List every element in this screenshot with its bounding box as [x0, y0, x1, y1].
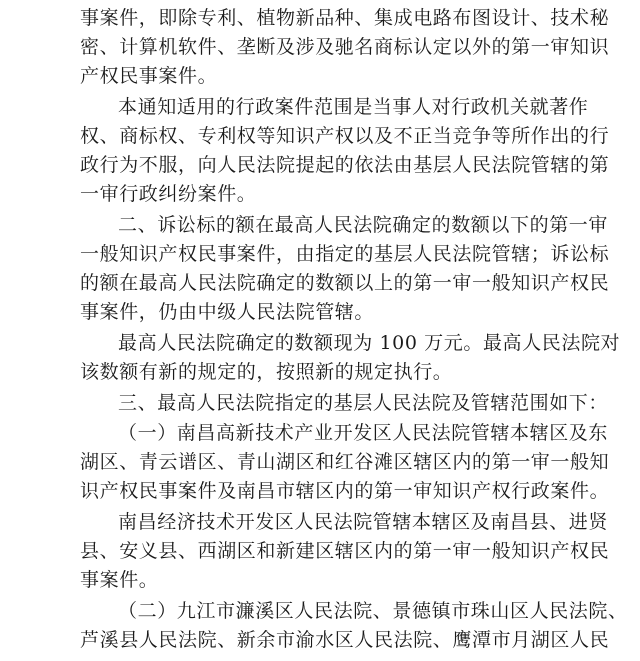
paragraph-start: （二）九江市濂溪区人民法院、景德镇市珠山区人民法院、: [118, 600, 628, 622]
text-line: 密、计算机软件、垄断及涉及驰名商标认定以外的第一审知识: [80, 36, 610, 58]
text-line: 芦溪县人民法院、新余市渝水区人民法院、鹰潭市月湖区人民: [80, 629, 610, 651]
paragraph-start: 南昌经济技术开发区人民法院管辖本辖区及南昌县、进贤: [118, 511, 609, 533]
text-line: 事案件，仍由中级人民法院管辖。: [80, 301, 375, 323]
text-line: 一审行政纠纷案件。: [80, 183, 257, 205]
paragraph-start: （一）南昌高新技术产业开发区人民法院管辖本辖区及东: [118, 422, 609, 444]
paragraph-start: 三、最高人民法院指定的基层人民法院及管辖范围如下：: [118, 392, 609, 414]
text-line: 识产权民事案件及南昌市辖区内的第一审知识产权行政案件。: [80, 480, 610, 502]
text-line: 湖区、青云谱区、青山湖区和红谷滩区辖区内的第一审一般知: [80, 451, 610, 473]
text-line: 政行为不服，向人民法院提起的依法由基层人民法院管辖的第: [80, 154, 610, 176]
paragraph-start: 本通知适用的行政案件范围是当事人对行政机关就著作: [118, 96, 589, 118]
paragraph-start: 最高人民法院确定的数额现为 100 万元。最高人民法院对: [118, 332, 621, 354]
text-line: 产权民事案件。: [80, 65, 218, 87]
text-line: 一般知识产权民事案件，由指定的基层人民法院管辖；诉讼标: [80, 243, 610, 265]
text-line: 该数额有新的规定的，按照新的规定执行。: [80, 361, 453, 383]
text-line: 权、商标权、专利权等知识产权以及不正当竞争等所作出的行: [80, 125, 610, 147]
paragraph-start: 二、诉讼标的额在最高人民法院确定的数额以下的第一审: [118, 214, 609, 236]
text-line: 县、安义县、西湖区和新建区辖区内的第一审一般知识产权民: [80, 540, 610, 562]
text-line: 事案件，即除专利、植物新品种、集成电路布图设计、技术秘: [80, 7, 610, 29]
text-line: 事案件。: [80, 569, 159, 591]
text-line: 的额在最高人民法院确定的数额以上的第一审一般知识产权民: [80, 272, 610, 294]
